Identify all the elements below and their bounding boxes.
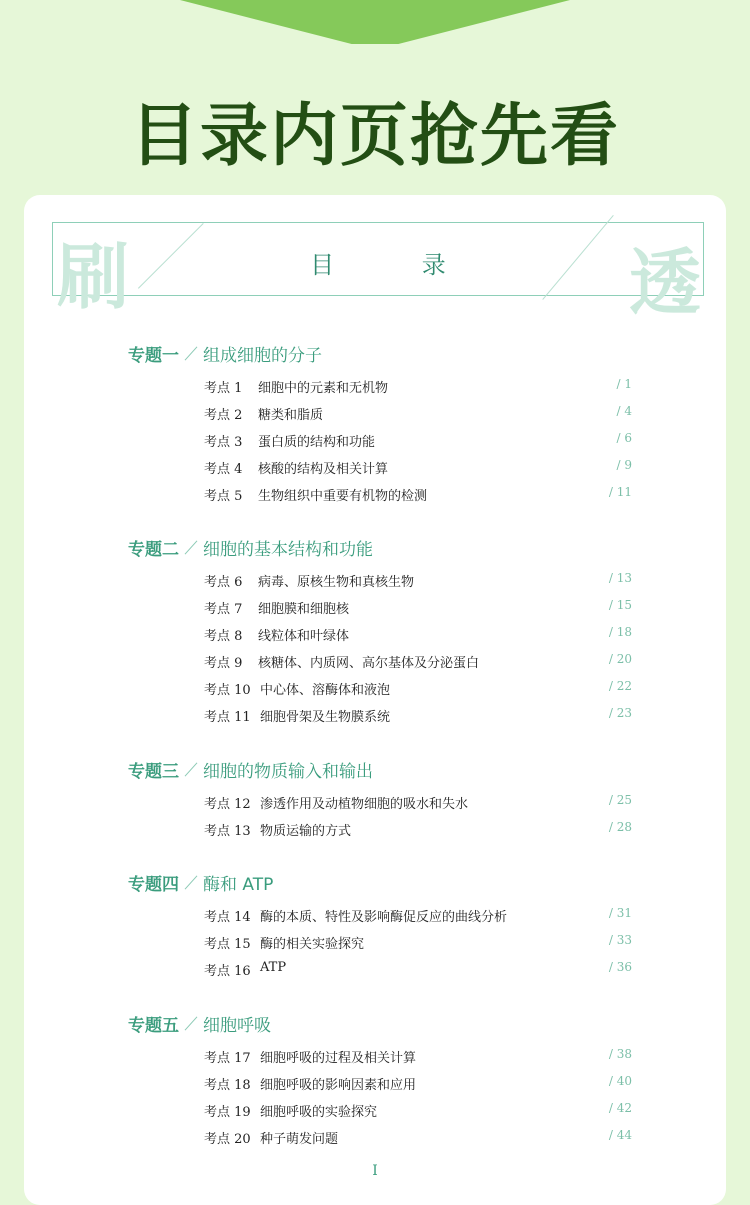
entry-label: 考点 18: [204, 1078, 251, 1093]
topic-heading: [128, 1011, 271, 1037]
topic-heading: [128, 757, 373, 783]
entry-title: 细胞膜和细胞核: [258, 602, 350, 617]
entry-page: / 11: [608, 485, 632, 499]
entry-label: 考点 17: [204, 1051, 251, 1066]
toc-entry[interactable]: [204, 485, 634, 505]
entry-title: 细胞骨架及生物膜系统: [260, 710, 391, 725]
entry-page: / 36: [608, 960, 632, 974]
topic-title: 细胞呼吸: [203, 1016, 271, 1036]
entry-label: 考点 3: [204, 435, 243, 450]
topic-heading: [128, 341, 322, 367]
topic-number: 专题二: [128, 540, 179, 560]
topic-number: 专题四: [128, 875, 179, 895]
entry-title: 渗透作用及动植物细胞的吸水和失水: [260, 797, 469, 812]
entry-label: 考点 19: [204, 1105, 251, 1120]
entry-page: / 28: [608, 820, 632, 834]
entry-title: 中心体、溶酶体和液泡: [260, 683, 391, 698]
topic-number: 专题五: [128, 1016, 179, 1036]
toc-entry[interactable]: [204, 820, 634, 840]
entry-page: / 23: [608, 706, 632, 720]
entry-title: 线粒体和叶绿体: [258, 629, 350, 644]
toc-entry[interactable]: [204, 571, 634, 591]
toc-entry[interactable]: [204, 652, 634, 672]
entry-title: 核糖体、内质网、高尔基体及分泌蛋白: [258, 656, 480, 671]
entry-label: 考点 10: [204, 683, 251, 698]
entry-label: 考点 4: [204, 462, 243, 477]
toc-entry[interactable]: [204, 1101, 634, 1121]
toc-entry[interactable]: [204, 1074, 634, 1094]
slash-divider: [185, 540, 198, 554]
slash-divider: [185, 762, 198, 776]
entry-page: / 44: [608, 1128, 632, 1142]
toc-entry[interactable]: [204, 793, 634, 813]
entry-page: / 33: [608, 933, 632, 947]
toc-entry[interactable]: [204, 933, 634, 953]
entry-title: ATP: [260, 960, 287, 975]
entry-page: / 25: [608, 793, 632, 807]
topic-title: 细胞的基本结构和功能: [203, 540, 373, 560]
toc-entry[interactable]: [204, 377, 634, 397]
entry-page: / 22: [608, 679, 632, 693]
topic-heading: [128, 535, 373, 561]
brush-seal-left: 刷: [57, 234, 130, 319]
entry-title: 糖类和脂质: [258, 408, 324, 423]
entry-title: 酶的相关实验探究: [260, 937, 365, 952]
entry-page: / 13: [608, 571, 632, 585]
topic-title: 酶和 ATP: [203, 875, 274, 895]
entry-label: 考点 20: [204, 1132, 251, 1147]
entry-title: 细胞呼吸的影响因素和应用: [260, 1078, 417, 1093]
entry-label: 考点 7: [204, 602, 243, 617]
entry-label: 考点 15: [204, 937, 251, 952]
entry-label: 考点 2: [204, 408, 243, 423]
toc-title: 目 录: [310, 251, 486, 279]
entry-label: 考点 13: [204, 824, 251, 839]
slash-divider: [185, 1016, 198, 1030]
toc-entry[interactable]: [204, 625, 634, 645]
entry-page: / 40: [608, 1074, 632, 1088]
entry-page: / 6: [616, 431, 632, 445]
entry-page: / 4: [616, 404, 632, 418]
topic-title: 细胞的物质输入和输出: [203, 762, 373, 782]
toc-entry[interactable]: [204, 458, 634, 478]
entry-title: 细胞呼吸的过程及相关计算: [260, 1051, 417, 1066]
entry-label: 考点 5: [204, 489, 243, 504]
entry-page: / 15: [608, 598, 632, 612]
slash-divider: [185, 346, 198, 360]
toc-header: [52, 222, 704, 325]
topic-number: 专题一: [128, 346, 179, 366]
page-headline: 目录内页抢先看: [129, 97, 620, 176]
brush-seal-right: 透: [628, 240, 701, 325]
toc-entry[interactable]: [204, 1047, 634, 1067]
entry-page: / 1: [616, 377, 632, 391]
toc-entry[interactable]: [204, 706, 634, 726]
entry-page: / 31: [608, 906, 632, 920]
entry-page: / 42: [608, 1101, 632, 1115]
toc-entry[interactable]: [204, 431, 634, 451]
topic-number: 专题三: [128, 762, 179, 782]
banner-tab: [180, 0, 570, 44]
entry-title: 病毒、原核生物和真核生物: [258, 575, 415, 590]
entry-title: 核酸的结构及相关计算: [258, 462, 389, 477]
toc-entry[interactable]: [204, 1128, 634, 1148]
toc-entry[interactable]: [204, 404, 634, 424]
toc-entry[interactable]: [204, 679, 634, 699]
entry-title: 蛋白质的结构和功能: [258, 435, 376, 450]
entry-page: / 20: [608, 652, 632, 666]
entry-title: 生物组织中重要有机物的检测: [258, 489, 428, 504]
entry-page: / 38: [608, 1047, 632, 1061]
toc-entry[interactable]: [204, 598, 634, 618]
entry-label: 考点 9: [204, 656, 243, 671]
entry-page: / 9: [616, 458, 632, 472]
toc-entry[interactable]: [204, 960, 634, 980]
topic-heading: [128, 870, 273, 896]
entry-title: 酶的本质、特性及影响酶促反应的曲线分析: [260, 910, 508, 925]
entry-label: 考点 8: [204, 629, 243, 644]
entry-label: 考点 12: [204, 797, 251, 812]
entry-title: 细胞中的元素和无机物: [258, 381, 389, 396]
entry-title: 细胞呼吸的实验探究: [260, 1105, 378, 1120]
toc-entry[interactable]: [204, 906, 634, 926]
entry-page: / 18: [608, 625, 632, 639]
entry-label: 考点 1: [204, 381, 243, 396]
entry-label: 考点 6: [204, 575, 243, 590]
slash-divider: [185, 875, 198, 889]
page-number: I: [372, 1163, 378, 1179]
entry-title: 物质运输的方式: [260, 824, 352, 839]
entry-label: 考点 11: [204, 710, 251, 725]
entry-title: 种子萌发问题: [260, 1132, 339, 1147]
topic-title: 组成细胞的分子: [203, 346, 322, 366]
entry-label: 考点 14: [204, 910, 251, 925]
entry-label: 考点 16: [204, 964, 251, 979]
